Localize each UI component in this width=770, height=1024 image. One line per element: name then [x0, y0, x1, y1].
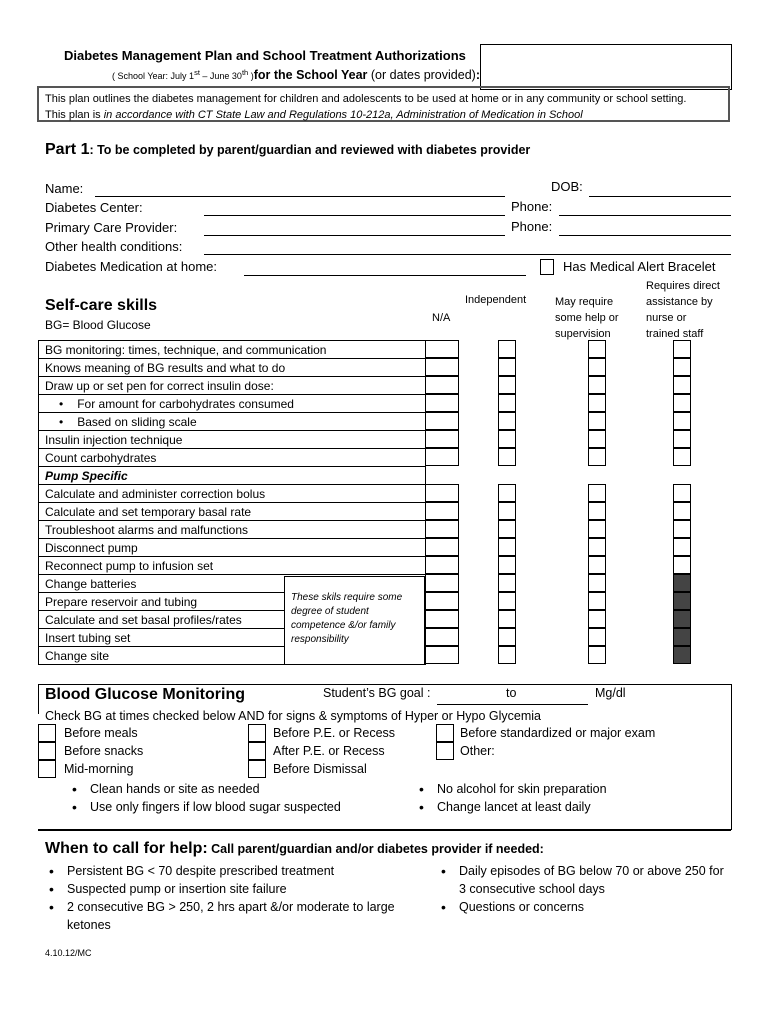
skill-checkbox[interactable] [498, 592, 516, 610]
before-pe-checkbox[interactable] [248, 724, 266, 742]
skill-checkbox[interactable] [588, 412, 606, 430]
table-row: Count carbohydrates [39, 449, 426, 467]
skill-checkbox[interactable] [425, 610, 459, 628]
table-row: BG monitoring: times, technique, and communication [39, 341, 426, 359]
alert-bracelet-checkbox[interactable] [540, 259, 554, 275]
school-year-line: ( School Year: July 1st – June 30th )for the School Year (or dates provided): [112, 68, 480, 82]
col-na: N/A [432, 312, 451, 324]
table-row: Disconnect pump [39, 539, 426, 557]
skill-checkbox[interactable] [673, 394, 691, 412]
skill-checkbox[interactable] [425, 394, 459, 412]
part1-heading: Part 1: To be completed by parent/guardian and reviewed with diabetes provider [45, 141, 531, 158]
skill-checkbox[interactable] [588, 430, 606, 448]
medication-label: Diabetes Medication at home: [45, 259, 217, 274]
skill-checkbox[interactable] [425, 412, 459, 430]
skill-checkbox[interactable] [425, 430, 459, 448]
help-list-right [437, 862, 727, 916]
independent-column [498, 340, 532, 664]
list-item: • Change lancet at least daily [415, 798, 607, 816]
list-item: • Use only fingers if low blood sugar suspected [68, 798, 341, 816]
skill-checkbox[interactable] [673, 520, 691, 538]
table-row: Draw up or set pen for correct insulin dose: [39, 377, 426, 395]
before-dismissal-label: Before Dismissal [273, 762, 367, 776]
direct-assistance-column [673, 340, 707, 664]
skill-checkbox[interactable] [673, 412, 691, 430]
skill-checkbox[interactable] [588, 610, 606, 628]
skill-checkbox[interactable] [425, 502, 459, 520]
table-row: Reconnect pump to infusion set [39, 557, 426, 575]
empty-cell [425, 466, 459, 484]
table-row: Calculate and administer correction bolus [39, 485, 426, 503]
skill-checkbox[interactable] [673, 376, 691, 394]
skill-checkbox[interactable] [425, 484, 459, 502]
skill-checkbox[interactable] [673, 430, 691, 448]
list-item: • Suspected pump or insertion site failure [45, 880, 415, 898]
dob-field[interactable] [589, 196, 731, 197]
other-conditions-label: Other health conditions: [45, 239, 183, 254]
phone1-label: Phone: [511, 199, 553, 214]
skill-checkbox[interactable] [673, 610, 691, 628]
table-row: Change batteries [39, 575, 426, 593]
skill-checkbox[interactable] [498, 556, 516, 574]
table-row: Prepare reservoir and tubing [39, 593, 426, 611]
skill-checkbox[interactable] [673, 556, 691, 574]
list-item: • Persistent BG < 70 despite prescribed treatment [45, 862, 415, 880]
skill-checkbox[interactable] [588, 448, 606, 466]
skill-checkbox[interactable] [588, 520, 606, 538]
skill-checkbox[interactable] [425, 358, 459, 376]
before-snacks-label: Before snacks [64, 744, 144, 758]
primary-care-label: Primary Care Provider: [45, 220, 178, 235]
skill-checkbox[interactable] [588, 592, 606, 610]
skill-checkbox[interactable] [588, 538, 606, 556]
skill-checkbox[interactable] [588, 502, 606, 520]
skill-checkbox[interactable] [673, 628, 691, 646]
other-checkbox[interactable] [436, 742, 454, 760]
skill-checkbox[interactable] [498, 412, 516, 430]
before-dismissal-checkbox[interactable] [248, 760, 266, 778]
skills-note: These skils require some degree of student competence &/or family responsibility [284, 576, 425, 665]
name-field[interactable] [95, 196, 505, 197]
skill-checkbox[interactable] [498, 574, 516, 592]
skill-checkbox[interactable] [425, 376, 459, 394]
mid-morning-checkbox[interactable] [38, 760, 56, 778]
skill-checkbox[interactable] [673, 538, 691, 556]
table-row: Insert tubing set [39, 629, 426, 647]
skill-checkbox[interactable] [425, 646, 459, 664]
skill-checkbox[interactable] [673, 574, 691, 592]
skill-checkbox[interactable] [425, 592, 459, 610]
table-row: Calculate and set basal profiles/rates [39, 611, 426, 629]
skill-checkbox[interactable] [498, 628, 516, 646]
table-row: Calculate and set temporary basal rate [39, 503, 426, 521]
dob-label: DOB: [551, 179, 583, 194]
bg-note: BG= Blood Glucose [45, 318, 151, 332]
phone2-label: Phone: [511, 219, 553, 234]
skill-checkbox[interactable] [498, 358, 516, 376]
skill-checkbox[interactable] [498, 538, 516, 556]
school-year-input[interactable] [480, 44, 732, 90]
skill-checkbox[interactable] [588, 340, 606, 358]
skill-checkbox[interactable] [425, 538, 459, 556]
medication-field[interactable] [244, 275, 526, 276]
alert-bracelet-label: Has Medical Alert Bracelet [563, 259, 716, 274]
skill-checkbox[interactable] [425, 340, 459, 358]
skill-checkbox[interactable] [425, 556, 459, 574]
skill-checkbox[interactable] [498, 610, 516, 628]
skill-checkbox[interactable] [673, 448, 691, 466]
skill-checkbox[interactable] [588, 646, 606, 664]
skill-checkbox[interactable] [498, 484, 516, 502]
bg-instruction: Check BG at times checked below AND for signs & symptoms of Hyper or Hypo Glycemia [45, 709, 542, 723]
empty-cell [588, 466, 622, 484]
col-independent: Independent [465, 294, 527, 306]
list-item: • No alcohol for skin preparation [415, 780, 607, 798]
empty-cell [498, 466, 532, 484]
bg-bullets-right [415, 780, 607, 816]
skill-checkbox[interactable] [588, 556, 606, 574]
name-label: Name: [45, 181, 84, 196]
skill-checkbox[interactable] [588, 628, 606, 646]
table-row: • Based on sliding scale [39, 413, 426, 431]
table-row: Insulin injection technique [39, 431, 426, 449]
skill-checkbox[interactable] [588, 394, 606, 412]
other-label: Other: [460, 744, 495, 758]
after-pe-label: After P.E. or Recess [273, 744, 385, 758]
intro-line-1: This plan outlines the diabetes management for children and adolescents to be used at home or in any community or school setting. [45, 93, 687, 105]
bg-bullets-left [68, 780, 341, 816]
section-divider [38, 829, 731, 831]
skill-checkbox[interactable] [588, 484, 606, 502]
skill-checkbox[interactable] [498, 394, 516, 412]
other-conditions-field[interactable] [204, 254, 731, 255]
mid-morning-label: Mid-morning [64, 762, 134, 776]
footer-code: 4.10.12/MC [45, 948, 92, 958]
skill-checkbox[interactable] [588, 358, 606, 376]
skill-checkbox[interactable] [498, 448, 516, 466]
skill-checkbox[interactable] [425, 574, 459, 592]
skill-checkbox[interactable] [425, 520, 459, 538]
before-meals-label: Before meals [64, 726, 138, 740]
skill-checkbox[interactable] [673, 592, 691, 610]
phone2-field[interactable] [559, 235, 731, 236]
intro-line-2: This plan is in accordance with CT State Law and Regulations 10-212a, Administration of Medication in School [45, 109, 583, 121]
skill-checkbox[interactable] [498, 646, 516, 664]
help-heading: When to call for help: Call parent/guardian and/or diabetes provider if needed: [45, 840, 544, 857]
help-list-left [45, 862, 415, 934]
skill-checkbox[interactable] [498, 430, 516, 448]
before-exam-checkbox[interactable] [436, 724, 454, 742]
na-column [425, 340, 459, 664]
some-help-column [588, 340, 622, 664]
primary-care-field[interactable] [204, 235, 505, 236]
before-pe-label: Before P.E. or Recess [273, 726, 396, 740]
skill-checkbox[interactable] [498, 520, 516, 538]
form-title: Diabetes Management Plan and School Treatment Authorizations [64, 48, 466, 63]
diabetes-center-field[interactable] [204, 215, 505, 216]
col-some-help: May require some help or supervision [555, 296, 619, 340]
table-row: Pump Specific [39, 467, 426, 485]
skill-checkbox[interactable] [588, 574, 606, 592]
skill-checkbox[interactable] [673, 340, 691, 358]
skill-checkbox[interactable] [673, 502, 691, 520]
skill-checkbox[interactable] [498, 340, 516, 358]
list-item: • 2 consecutive BG > 250, 2 hrs apart &/or moderate to large ketones [45, 898, 415, 934]
table-row: Change site [39, 647, 426, 665]
before-snacks-checkbox[interactable] [38, 742, 56, 760]
skill-checkbox[interactable] [588, 376, 606, 394]
list-item: • Clean hands or site as needed [68, 780, 341, 798]
table-row: Troubleshoot alarms and malfunctions [39, 521, 426, 539]
skill-checkbox[interactable] [673, 484, 691, 502]
phone1-field[interactable] [559, 215, 731, 216]
list-item: • Daily episodes of BG below 70 or above 250 for 3 consecutive school days [437, 862, 727, 898]
skill-checkbox[interactable] [673, 358, 691, 376]
bg-goal-to: to [506, 686, 517, 700]
intro-box [37, 86, 730, 122]
bg-goal-unit: Mg/dl [595, 686, 626, 700]
col-direct: Requires direct assistance by nurse or trained staff [646, 280, 720, 340]
skill-checkbox[interactable] [498, 376, 516, 394]
skill-checkbox[interactable] [425, 628, 459, 646]
bg-goal-field[interactable] [437, 704, 588, 705]
before-meals-checkbox[interactable] [38, 724, 56, 742]
list-item: • Questions or concerns [437, 898, 727, 916]
before-exam-label: Before standardized or major exam [460, 726, 656, 740]
after-pe-checkbox[interactable] [248, 742, 266, 760]
table-row: Knows meaning of BG results and what to do [39, 359, 426, 377]
empty-cell [673, 466, 707, 484]
bg-goal-label: Student’s BG goal : [323, 686, 431, 700]
table-row: • For amount for carbohydrates consumed [39, 395, 426, 413]
self-care-title: Self-care skills [45, 297, 158, 314]
bg-monitoring-title: Blood Glucose Monitoring [45, 686, 245, 703]
skill-checkbox[interactable] [425, 448, 459, 466]
skill-checkbox[interactable] [498, 502, 516, 520]
diabetes-center-label: Diabetes Center: [45, 200, 143, 215]
skill-checkbox[interactable] [673, 646, 691, 664]
